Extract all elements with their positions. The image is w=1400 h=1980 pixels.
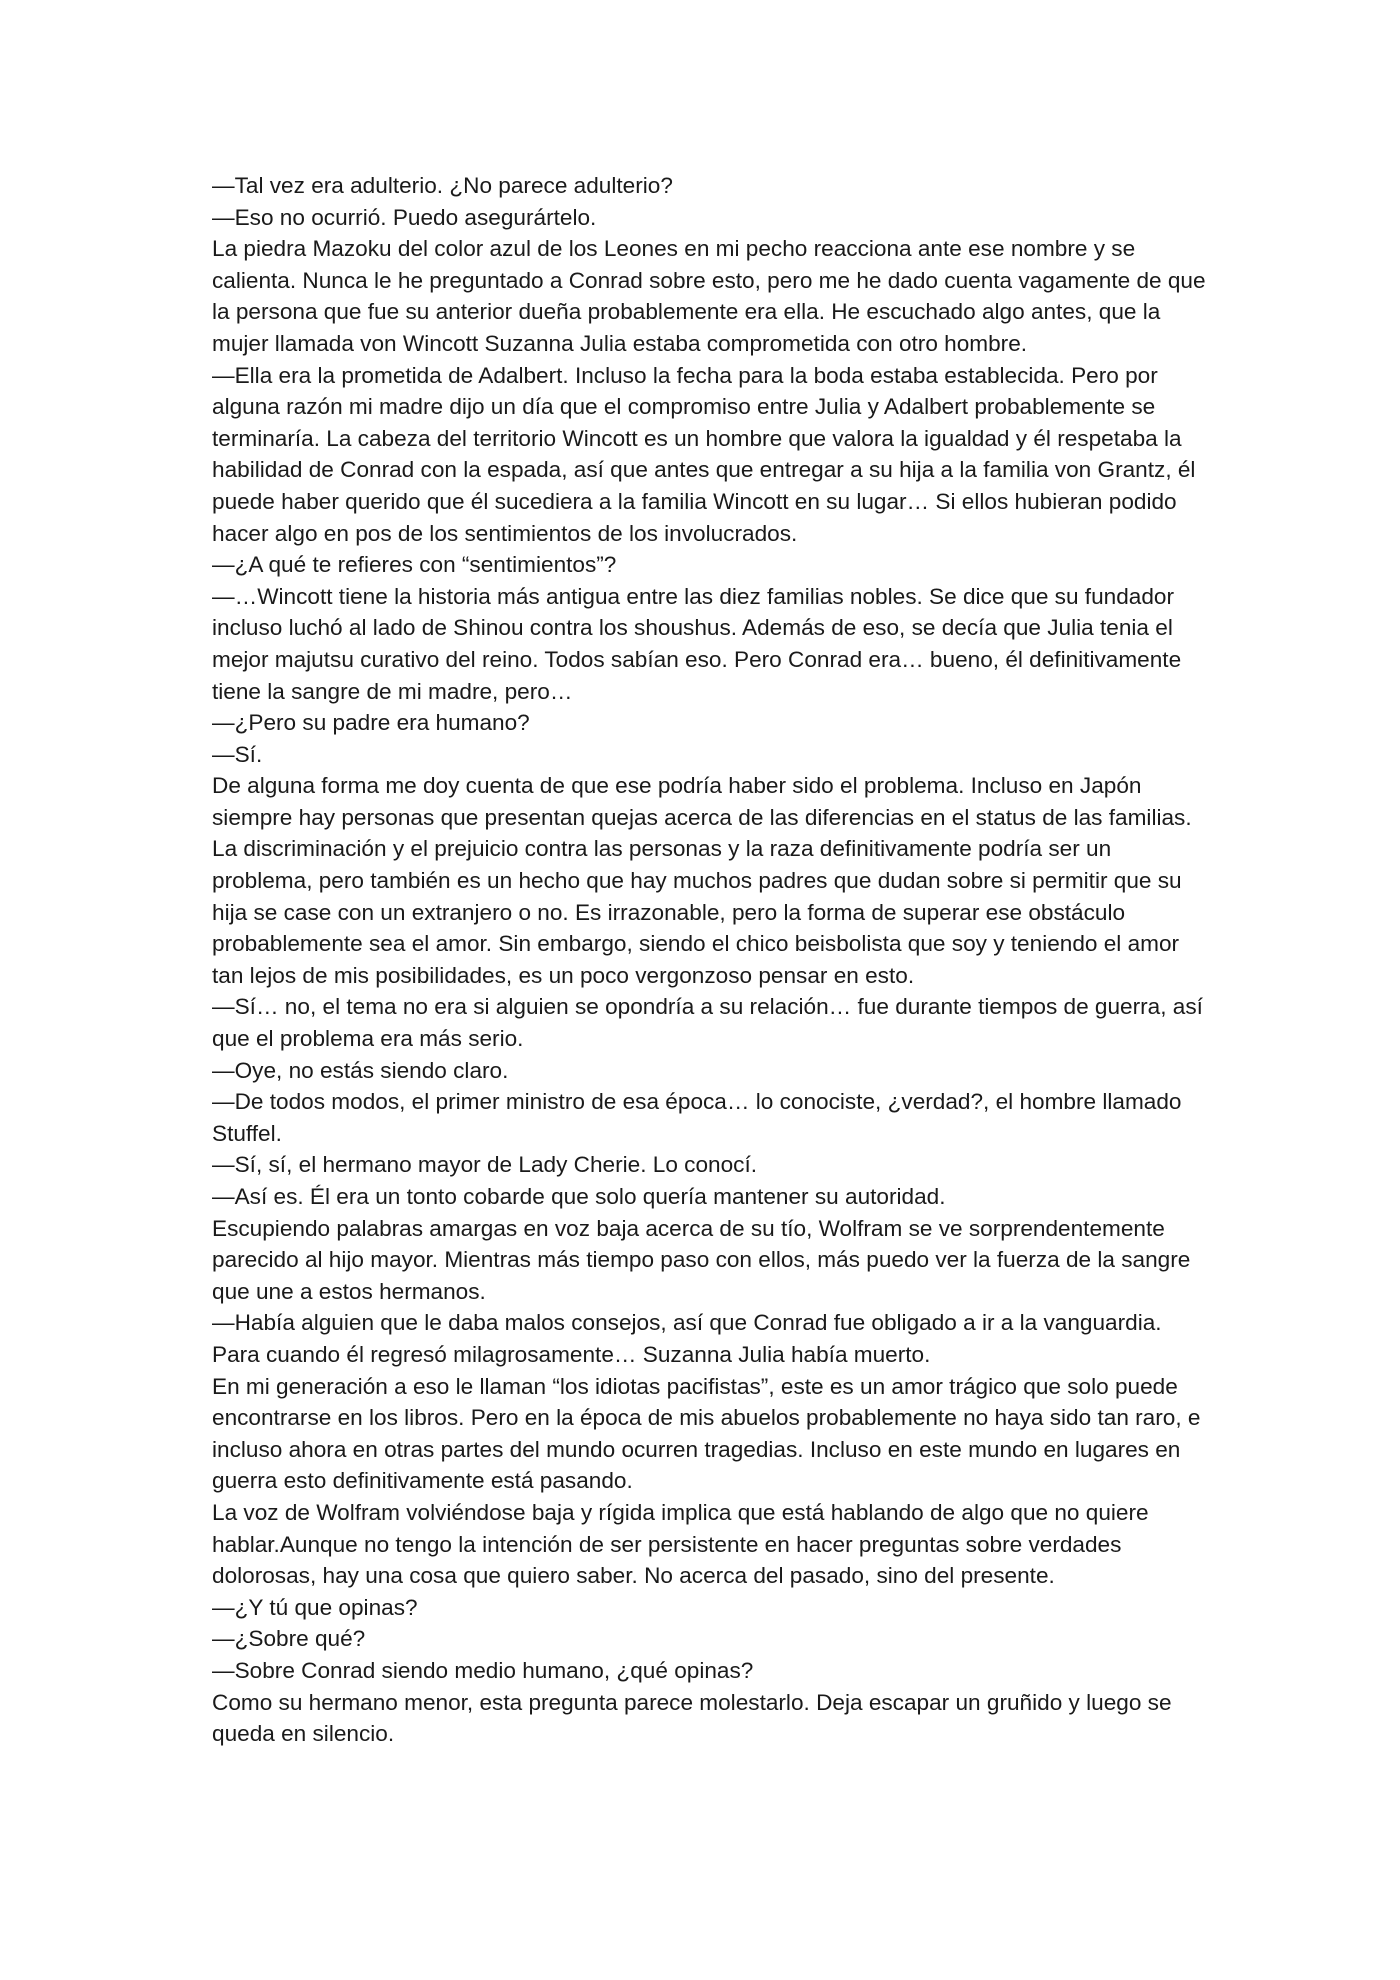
paragraph: De alguna forma me doy cuenta de que ese podría haber sido el problema. Incluso en Japón siempre hay personas que presentan quejas acerca de las diferencias en el status de las familias. La discriminación y el prejuicio contra las personas y la raza definitivamente podría ser un problema, pero también es un hecho que hay muchos padres que dudan sobre si permitir que su hija se case con un extranjero o no. Es irrazonable, pero la forma de superar ese obstáculo probablemente sea el amor. Sin embargo, siendo el chico beisbolista que soy y teniendo el amor tan lejos de mis posibilidades, es un poco vergonzoso pensar en esto.: [212, 773, 1192, 988]
paragraph: Como su hermano menor, esta pregunta parece molestarlo. Deja escapar un gruñido y luego se queda en silencio.: [212, 1689, 1172, 1747]
paragraph: La piedra Mazoku del color azul de los Leones en mi pecho reacciona ante ese nombre y se calienta. Nunca le he preguntado a Conrad sobre esto, pero me he dado cuenta vagamente de que la persona que fue su anterior dueña probablemente era ella. He escuchado algo antes, que la mujer llamada von Wincott Suzanna Julia estaba comprometida con otro hombre.: [212, 236, 1206, 356]
paragraph: Escupiendo palabras amargas en voz baja acerca de su tío, Wolfram se ve sorprendentemente parecido al hijo mayor. Mientras más tiempo paso con ellos, más puedo ver la fuerza de la sangre que une a estos hermanos.: [212, 1215, 1191, 1304]
paragraph: —¿Y tú que opinas?: [212, 1594, 418, 1620]
paragraph: —Sobre Conrad siendo medio humano, ¿qué opinas?: [212, 1657, 754, 1683]
paragraph: —Ella era la prometida de Adalbert. Incluso la fecha para la boda estaba establecida. Pero por alguna razón mi madre dijo un día que el compromiso entre Julia y Adalbert probablemente se terminaría. La cabeza del territorio Wincott es un hombre que valora la igualdad y él respetaba la habilidad de Conrad con la espada, así que antes que entregar a su hija a la familia von Grantz, él puede haber querido que él sucediera a la familia Wincott en su lugar… Si ellos hubieran podido hacer algo en pos de los sentimientos de los involucrados.: [212, 362, 1196, 546]
paragraph: —Así es. Él era un tonto cobarde que solo quería mantener su autoridad.: [212, 1184, 946, 1209]
paragraph: —¿Sobre qué?: [212, 1626, 366, 1652]
paragraph: En mi generación a eso le llaman “los idiotas pacifistas”, este es un amor trágico que solo puede encontrarse en los libros. Pero en la época de mis abuelos probablemente no haya sido tan raro, e incluso ahora en otras partes del mundo ocurren tragedias. Incluso en este mundo en lugares en guerra esto definitivamente está pasando.: [212, 1373, 1201, 1494]
paragraph: —¿Pero su padre era humano?: [212, 710, 530, 736]
paragraph: —Tal vez era adulterio. ¿No parece adulterio?: [212, 173, 673, 198]
paragraph: —De todos modos, el primer ministro de esa época… lo conociste, ¿verdad?, el hombre llamado Stuffel.: [212, 1089, 1182, 1146]
document-page: [212, 170, 1208, 1750]
paragraph: —Sí… no, el tema no era si alguien se opondría a su relación… fue durante tiempos de guerra, así que el problema era más serio.: [212, 994, 1203, 1052]
paragraph: —Sí, sí, el hermano mayor de Lady Cherie. Lo conocí.: [212, 1152, 758, 1178]
paragraph: —Había alguien que le daba malos consejos, así que Conrad fue obligado a ir a la vanguardia. Para cuando él regresó milagrosamente… Suzanna Julia había muerto.: [212, 1310, 1162, 1367]
paragraph: La voz de Wolfram volviéndose baja y rígida implica que está hablando de algo que no quiere hablar.Aunque no tengo la intención de ser persistente en hacer preguntas sobre verdades dolorosas, hay una cosa que quiero saber. No acerca del pasado, sino del presente.: [212, 1499, 1149, 1589]
paragraph: —…Wincott tiene la historia más antigua entre las diez familias nobles. Se dice que su fundador incluso luchó al lado de Shinou contra los shoushus. Además de eso, se decía que Julia tenia el mejor majutsu curativo del reino. Todos sabían eso. Pero Conrad era… bueno, él definitivamente tiene la sangre de mi madre, pero…: [212, 583, 1182, 704]
paragraph: —Sí.: [212, 741, 263, 767]
paragraph: —Eso no ocurrió. Puedo asegurártelo.: [212, 204, 597, 230]
paragraph: —¿A qué te refieres con “sentimientos”?: [212, 552, 617, 578]
paragraph: —Oye, no estás siendo claro.: [212, 1057, 509, 1083]
